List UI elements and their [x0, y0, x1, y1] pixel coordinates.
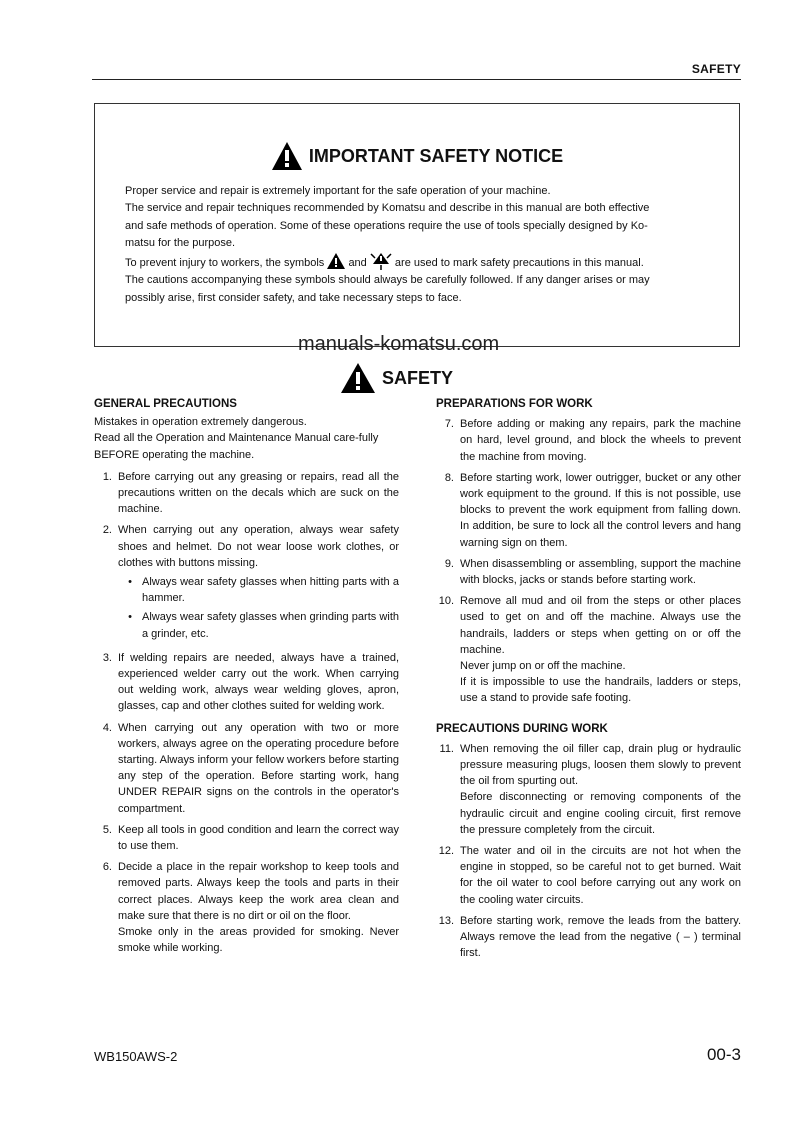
bullet-text: Always wear safety glasses when grinding parts with a grinder, etc. — [142, 611, 399, 640]
item-extra-text: Smoke only in the areas provided for smoking. Never smoke while working. — [118, 926, 399, 955]
item-number: 3. — [102, 651, 112, 664]
bullet-item — [118, 574, 399, 606]
item-text: Before starting work, remove the leads from the battery. Always remove the lead from the negative ( – ) terminal first. — [460, 914, 741, 960]
intro-line: Mistakes in operation extremely dangerous. — [94, 416, 307, 429]
list-item — [436, 470, 741, 551]
list-item — [94, 469, 399, 518]
list-item — [436, 843, 741, 908]
running-header: SAFETY — [691, 62, 741, 76]
item-number: 1. — [102, 470, 112, 483]
item-text: When disassembling or assembling, support the machine with blocks, jacks or stands before starting work. — [460, 557, 741, 587]
bullet-dot-icon: • — [128, 611, 132, 624]
item-text: When carrying out any operation with two or more workers, always agree on the operating procedure before starting. Always inform your fellow workers before starting any step of the operation. Before starting work, hang UNDER REPAIR signs on the controls in the operator's compartment. — [118, 721, 399, 815]
notice-line: matsu for the purpose. — [125, 236, 236, 249]
notice-title: IMPORTANT SAFETY NOTICE — [308, 145, 564, 166]
important-safety-notice-box — [94, 103, 740, 347]
item-extra-text: Never jump on or off the machine. — [460, 660, 626, 673]
list-item — [436, 593, 741, 706]
list-item — [94, 822, 399, 854]
item-number: 6. — [102, 861, 112, 874]
warning-triangle-icon — [271, 141, 303, 171]
list-item — [436, 556, 741, 588]
item-text: Before starting work, lower outrigger, bucket or any other work equipment to the ground. If this is not possible, use blocks to prevent the work equipment from falling down. In addition, be sure to lock all the control levers and hang warning sign on them. — [460, 471, 741, 549]
item-number: 2. — [102, 524, 112, 537]
item-text: The water and oil in the circuits are not hot when the engine in stopped, so be careful not to get burned. Wait for the oil water to cool before carrying out any work on the cooling water circuits. — [460, 845, 741, 906]
watermark: manuals-komatsu.com — [298, 333, 500, 355]
bullet-text: Always wear safety glasses when hitting parts with a hammer. — [142, 576, 399, 605]
item-text: Before carrying out any greasing or repairs, read all the precautions written on the decals which are suck on the machine. — [118, 470, 399, 516]
right-column — [436, 396, 741, 967]
notice-line: possibly arise, first consider safety, and take necessary steps to face. — [125, 291, 462, 304]
safety-title: SAFETY — [381, 367, 453, 388]
item-text: When carrying out any operation, always wear safety shoes and helmet. Do not wear loose work clothes, or clothes with buttons missing. — [118, 524, 399, 569]
warning-triangle-icon — [340, 362, 376, 394]
notice-line: The service and repair techniques recommended by Komatsu and describe in this manual are both effective — [125, 202, 650, 215]
notice-symbols-text: To prevent injury to workers, the symbols — [125, 257, 325, 270]
list-item — [94, 859, 399, 956]
item-text: Before adding or making any repairs, park the machine on hard, level ground, and block the wheels to prevent the machine from moving. — [460, 418, 741, 463]
list-item — [436, 913, 741, 962]
item-extra-text: Before disconnecting or removing components of the hydraulic circuit and engine cooling circuit, first remove the pressure completely from the circuit. — [460, 791, 741, 836]
warning-triangle-icon — [327, 253, 345, 269]
footer-page-number: 00-3 — [706, 1045, 741, 1064]
item-extra-text: If it is impossible to use the handrails, ladders or steps, use a stand to provide safe footing. — [460, 676, 741, 705]
list-item — [94, 522, 399, 644]
notice-line: The cautions accompanying these symbols should always be carefully followed. If any danger arises or may — [125, 274, 650, 287]
notice-line: Proper service and repair is extremely important for the safe operation of your machine. — [125, 185, 551, 197]
bullet-list — [118, 574, 399, 642]
hazard-gear-icon — [370, 252, 392, 270]
section-heading-preparations: PREPARATIONS FOR WORK — [436, 398, 593, 410]
item-text: Decide a place in the repair workshop to keep tools and removed parts. Always keep the tools and parts in their correct places. Always keep the work area clean and make sure that there is no dirt or oil on the floor. — [118, 861, 399, 922]
item-text: Remove all mud and oil from the steps or other places used to get on and off the machine. Always use the handrails, ladders or steps when getting on or off the machine. — [460, 595, 741, 656]
item-number: 7. — [444, 418, 454, 431]
item-number: 8. — [444, 471, 454, 484]
list-item — [436, 741, 741, 838]
safety-title-row — [0, 362, 793, 394]
notice-symbols-after: are used to mark safety precautions in this manual. — [394, 257, 644, 270]
notice-symbols-and: and — [348, 257, 367, 270]
item-number: 13. — [438, 914, 454, 927]
notice-line: and safe methods of operation. Some of these operations require the use of tools specially designed by Ko- — [125, 219, 648, 232]
item-number: 5. — [102, 823, 112, 836]
item-text: When removing the oil filler cap, drain plug or hydraulic pressure measuring plugs, loosen them slowly to prevent the oil from spurting out. — [460, 742, 741, 788]
intro-line: Read all the Operation and Maintenance Manual care-fully BEFORE operating the machine. — [94, 432, 379, 461]
footer-model: WB150AWS-2 — [94, 1049, 178, 1064]
section-heading-general: GENERAL PRECAUTIONS — [94, 398, 237, 410]
left-column — [94, 396, 399, 962]
bullet-item — [118, 609, 399, 641]
item-text: Keep all tools in good condition and learn the correct way to use them. — [118, 823, 399, 853]
list-item — [94, 720, 399, 817]
list-item — [94, 650, 399, 715]
section-heading-during-work: PRECAUTIONS DURING WORK — [436, 722, 608, 735]
list-item — [436, 416, 741, 465]
notice-title-row — [95, 141, 739, 171]
item-number: 11. — [439, 742, 454, 755]
item-number: 4. — [102, 721, 112, 734]
item-text: If welding repairs are needed, always have a trained, experienced welder carry out the work. When carrying out welding work, always wear welding gloves, apron, glasses, cap and other clothes suited for welding work. — [118, 651, 399, 713]
item-number: 12. — [438, 845, 454, 858]
bullet-dot-icon: • — [128, 576, 132, 589]
notice-symbols-line — [125, 252, 715, 272]
item-number: 10. — [438, 595, 454, 608]
notice-body — [125, 183, 715, 307]
item-number: 9. — [444, 557, 454, 570]
header-rule — [92, 79, 741, 80]
